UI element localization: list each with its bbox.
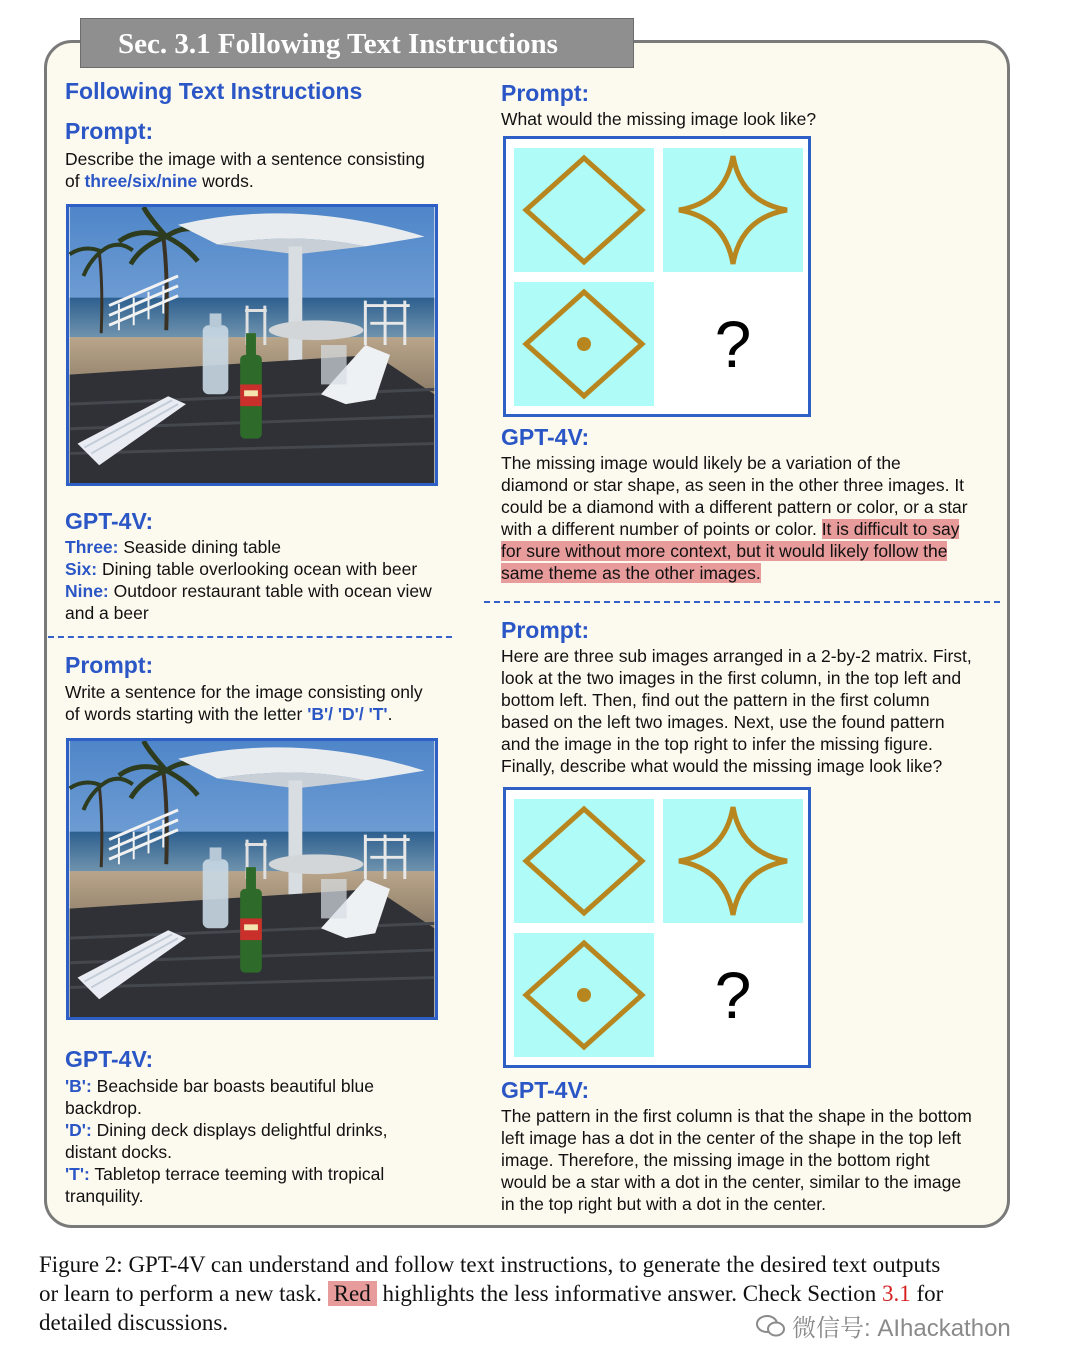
puzzle-matrix [503,136,811,417]
divider [48,636,452,638]
beach-photo [66,738,438,1020]
prompt-text: What would the missing image look like? [501,109,817,129]
prompt-label: Prompt: [501,80,590,106]
gpt-answer: The missing image would likely be a variation of the diamond or star shape, as seen in the other three images. It could be a diamond with a different pattern or color, or a star with a different number of points or color. It is difficult to say for sure without more context, but it would likely follow the same theme as the other images. [501,453,968,583]
beach-photo [66,204,438,486]
keyword: three/six/nine [84,171,198,191]
missing-cell: ? [663,933,803,1057]
gpt-label: GPT-4V: [501,424,590,450]
red-highlight-legend: Red [328,1281,377,1306]
diamond-dot-shape [514,282,654,406]
red-highlight: same theme as the other images. [501,563,761,583]
prompt-label: Prompt: [65,652,154,678]
gpt-answer: Three: Seaside dining table Six: Dining table overlooking ocean with beer Nine: Outdoor restaurant table with ocean view and a beer [65,537,432,623]
section-banner: Sec. 3.1 Following Text Instructions [80,18,634,68]
gpt-answer: 'B': Beachside bar boasts beautiful blue backdrop. 'D': Dining deck displays delightful drinks, distant docks. 'T': Tabletop terrace teeming with tropical tranquility. [65,1076,388,1206]
gpt-label: GPT-4V: [65,1046,154,1072]
missing-cell: ? [663,282,803,406]
gpt-label: GPT-4V: [65,508,154,534]
wechat-icon [756,1314,786,1345]
diamond-shape [514,799,654,923]
prompt-text: Write a sentence for the image consisting only of words starting with the letter 'B'/ 'D'/ 'T'. [65,682,423,724]
keyword: 'B'/ 'D'/ 'T' [307,704,388,724]
gpt-answer: The pattern in the first column is that the shape in the bottom left image has a dot in the center of the shape in the top left image. Therefore, the missing image in the bottom right would be a star with a dot in the center, similar to the image in the top right but with a dot in the center. [501,1106,972,1214]
prompt-text: Describe the image with a sentence consisting of three/six/nine words. [65,149,425,191]
puzzle-matrix [503,787,811,1068]
watermark: 微信号: AIhackathon [756,1308,1011,1345]
left-title: Following Text Instructions [65,78,363,104]
star-shape [663,148,803,272]
section-link[interactable]: 3.1 [882,1281,911,1306]
diamond-dot-shape [514,933,654,1057]
diamond-shape [514,148,654,272]
star-shape [663,799,803,923]
red-highlight: It is difficult to say [821,519,960,539]
red-highlight: for sure without more context, but it would likely follow the [501,541,948,561]
gpt-label: GPT-4V: [501,1077,590,1103]
prompt-label: Prompt: [65,118,154,144]
divider [484,601,1000,603]
figure-caption: Figure 2: GPT-4V can understand and follow text instructions, to generate the desired text outputs or learn to perform a new task. Red highlights the less informative answer. Check Section 3.1 for detailed discussions. [39,1252,944,1335]
prompt-label: Prompt: [501,617,590,643]
prompt-text: Here are three sub images arranged in a 2-by-2 matrix. First, look at the two images in the first column, in the top left and bottom left. Then, find out the pattern in the first column based on the left two images. Next, use the found pattern and the image in the top right to infer the missing figure. Finally, describe what would the missing image look like? [501,646,972,776]
